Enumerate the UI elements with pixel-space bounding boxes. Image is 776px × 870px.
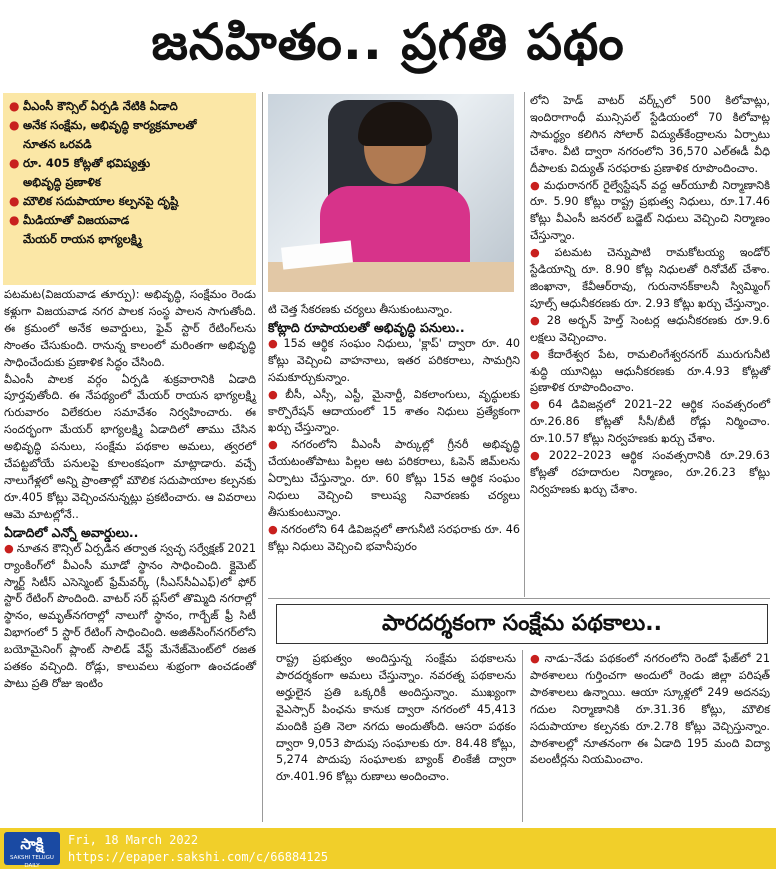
article-paragraph: రాష్ట్ర ప్రభుత్వం అందిస్తున్న సంక్షేమ పథకాలను పారదర్శకంగా అమలు చేస్తున్నాం. నవరత్న పథకాలను అర్హులైన ప్రతి ఒక్కరికీ అందిస్తున్నాం. ముఖ్యంగా వైఎస్సార్ పింఛను కానుక ద్వారా నగరంలో 45,413 మందికి ప్రతి నెలా నగదు అందుతోంది. ఆసరా పథకం ద్వారా 9,053 పొదుపు సంఘాలకు రూ. 84.48 కోట్లు, 5,274 పొదుపు సంఘాలకు బ్యాంక్ లింకేజీ ద్వారా రూ.401.96 కోట్లు రుణాలు అందించాం. [276,652,516,784]
section-title: పారదర్శకంగా సంక్షేమ పథకాలు.. [276,604,768,644]
list-item: ● మధురానగర్ రైల్వేస్టేషన్ వద్ద ఆర్‌యూబీ నిర్మాణానికి రూ. 5.90 కోట్లు రాష్ట్ర ప్రభుత్వ నిధులు, రూ.17.46 కోట్లు వీఎంసీ జనరల్ బడ్జెట్ నిధులు వెచ్చించి నిర్మాణం చేస్తున్నాం. [530,178,771,243]
article-paragraph: లోని హెడ్ వాటర్ వర్క్స్‌లో 500 కిలోవాట్లు, ఇందిరాగాంధీ మున్సిపల్ స్టేడియంలో 70 కిలోవాట్ల సామర్థ్యం కలిగిన సోలార్ విద్యుత్‌కేంద్రాలను ఏర్పాటు చేశాం. వీటి ద్వారా నగరంలోని 36,570 ఎల్ఈడీ వీధి దీపాలకు విద్యుత్ సరఫరాకు ప్రణాళిక రూపొందించాం. [530,94,770,175]
bullet-icon: ● [4,541,14,555]
list-item: ● 64 డివిజన్లలో 2021–22 ఆర్థిక సంవత్సరంలో రూ.26.86 కోట్లతో సీసీ/బీటీ రోడ్లు నిర్మించాం. రూ.10.57 కోట్లు నిర్వహణకు ఖర్చు చేశాం. [530,398,771,446]
bullet-icon: ● [530,347,545,361]
bullet-icon: ● [530,246,552,260]
list-item: ● కేదారేశ్వర పేట, రామలింగేశ్వరనగర్ మురుగునీటి శుద్ధి యూనిట్లు ఆధునీకరణకు రూ.4.93 కోట్లతో ప్రణాళిక రూపొందించాం. [530,347,771,395]
epaper-link[interactable]: https://epaper.sakshi.com/c/66884125 [68,850,329,864]
edition-date: Fri, 18 March 2022 [68,833,199,847]
article-paragraph: టి చెత్త సేకరణకు చర్యలు తీసుకుంటున్నాం. [268,303,453,316]
highlight-item: ● మీడియాతో విజయవాడ [9,211,250,230]
bullet-icon: ● [9,213,20,227]
highlight-item-cont: మేయర్ రాయన భాగ్యలక్ష్మి [23,232,142,246]
bullet-icon: ● [530,178,541,192]
bullet-icon: ● [530,398,546,412]
welfare-left-column [276,651,516,786]
welfare-right-column [530,651,770,769]
mayor-photo [268,94,514,292]
highlight-item: ● రూ. 405 కోట్లతో భవిష్యత్తు [9,154,250,173]
column-divider [524,92,525,597]
bullet-icon: ● [268,438,289,452]
list-item: ● 2022–2023 ఆర్థిక సంవత్సరానికి రూ.29.63 కోట్లతో రహదారుల నిర్మాణం, రూ.26.23 కోట్లు నిర్వహణకు ఖర్చు చేశాం. [530,449,770,496]
bullet-icon: ● [268,336,281,350]
bullet-icon: ● [530,313,544,327]
headline: జనహితం.. ప్రగతి పథం [151,13,625,71]
bullet-icon: ● [268,522,278,536]
right-column [530,93,770,499]
bullet-icon: ● [530,652,542,665]
bullet-icon: ● [9,118,20,132]
section-divider [268,598,770,599]
list-item: ● పటమట చెన్నుపాటి రామకోటయ్య ఇండోర్ స్టేడియాన్ని రూ. 8.90 కోట్ల నిధులతో రినోవేట్ చేశాం. జింఖానా, కేవీఆర్‌రావు, గురునానక్‌కాలనీ స్విమ్మింగ్ పూల్స్ ఆధునీకరణకు రూ. 2.93 కోట్లు ఖర్చు చేస్తున్నాం. [530,246,770,310]
list-item: ● నాడు–నేడు పథకంలో నగరంలోని రెండో ఫేజ్‌లో 21 పాఠశాలలు గుర్తించగా అందులో రెండు జిల్లా పరిషత్ పాఠశాలలు ఉన్నాయి. ఆయా స్కూళ్లలో 249 అదనపు గదుల నిర్మాణానికి రూ.31.36 కోట్లు, మౌలిక సదుపాయాల కల్పనకు రూ.2.78 కోట్లు వెచ్చిస్తున్నాం. పాఠశాలల్లో నూతనంగా ఈ ఏడాది 195 మంది విద్యా వలంటీర్లను నియమించాం. [530,652,771,767]
bullet-icon: ● [268,387,283,401]
highlight-item-cont: అభివృద్ధి ప్రణాళిక [23,175,101,189]
bullet-icon: ● [9,156,20,170]
highlight-item: ● అనేక సంక్షేమ, అభివృద్ధి కార్యక్రమాలతో [9,116,250,135]
highlight-item: ● మౌలిక సదుపాయాల కల్పనపై దృష్టి [9,192,250,211]
sakshi-logo: సాక్షి SAKSHI TELUGU DAILY [4,832,60,865]
column-divider [522,650,523,822]
list-item: ● బీసీ, ఎస్సీ, ఎస్టీ, మైనార్టీ, వికలాంగులు, వృద్ధులకు కార్పొరేషన్ ఆదాయంలో 15 శాతం నిధులు ప్రత్యేకంగా ఖర్చు చేస్తున్నాం. [268,387,520,435]
highlights-box [3,93,256,285]
bullet-icon: ● [9,194,20,208]
list-item: ● నగరంలోని 64 డివిజన్లలో తాగునీటి సరఫరాకు రూ. 46 కోట్లు నిధులు వెచ్చించి భవానీపురం [268,522,521,553]
list-item: ● నగరంలోని వీఎంసీ పార్కుల్లో గ్రీనరీ అభివృద్ధి చేయటంతోపాటు పిల్లల ఆట పరికరాలు, ఓపెన్ జిమ్‌లను ఏర్పాటు చేస్తున్నాం. రూ. 60 కోట్లు 15వ ఆర్థిక సంఘం నిధులు వెచ్చించి కాలుష్య నివారణకు చర్యలు తీసుకుంటున్నాం. [268,438,520,519]
column-divider [262,92,263,822]
list-item: ● 15వ ఆర్థిక సంఘం నిధులు, 'క్లాప్' ద్వారా రూ. 40 కోట్లు వెచ్చించి వాహనాలు, ఇతర పరికరాలు, సామగ్రిని సమకూర్చుకున్నాం. [268,336,520,384]
footer-bar [0,828,776,869]
article-paragraph: పటమట(విజయవాడ తూర్పు): అభివృద్ధి, సంక్షేమం రెండు కళ్లుగా విజయవాడ నగర పాలక సంస్థ పాలన సాగుతోంది. ఈ క్రమంలో అనేక అవార్డులు, ఫైవ్ స్టార్ రేటింగ్‌లను సొంతం చేసుకుంది. రానున్న కాలంలో మరింతగా అభివృద్ధి సాధించేందుకు ప్రణాళిక సిద్ధం చేసింది. [4,288,256,369]
highlight-item: ● వీఎంసీ కౌన్సిల్ ఏర్పడి నేటికి ఏడాది [9,97,250,116]
bullet-icon: ● [9,99,20,113]
article-paragraph: వీఎంసీ పాలక వర్గం ఏర్పడి శుక్రవారానికి ఏడాది పూర్తవుతోంది. ఈ నేపథ్యంలో మేయర్ రాయన భాగ్యలక్ష్మి గురువారం విలేకరుల సమావేశం నిర్వహించారు. ఈ సందర్భంగా మేయర్ భాగ్యలక్ష్మి ఏడాదిలో తాము చేసిన అభివృద్ధి పనులు, సంక్షేమ పథకాల అమలు, త్వరలో చేపట్టబోయే పనులపై కూలంకషంగా మాట్లాడారు. వచ్చే నాలుగేళ్లలో అన్ని ప్రాంతాల్లో మౌలిక సదుపాయాల కల్పనకు రూ.405 కోట్లు వెచ్చించనున్నట్లు ప్రకటించారు. ఆ వివరాలు ఆమె మాటల్లోనే.. [4,372,256,521]
middle-column [268,302,520,556]
subheading: కోట్లాది రూపాయలతో అభివృద్ధి పనులు.. [268,319,465,335]
subheading: ఏడాదిలో ఎన్నో అవార్డులు.. [4,524,139,540]
article-paragraph: ● నూతన కౌన్సిల్ ఏర్పడిన తర్వాత స్వచ్ఛ సర్వేక్షణ్ 2021 ర్యాంకింగ్‌లో వీఎంసీ మూడో స్థానం సాధించింది. క్లైమెట్ స్మార్ట్ సిటీస్ ఎసెస్మెంట్ ఫ్రేమ్‌వర్క్ (సీఎస్‌సీఏఎఫ్)లో ఫోర్ స్టార్ రేటింగ్ పొందింది. వాటర్ సర్ ప్లస్‌లో తొమ్మిది నగరాల్లో స్థానం, అమృత్‌నగరాల్లో నాలుగో స్థానం, గార్బేజ్ ఫ్రీ సిటీ విభాగంలో 5 స్టార్ రేటింగ్ సాధించింది. అజిత్‌సింగ్‌నగర్‌లోని బయోమైనింగ్ ప్లాంట్ సాలిడ్ వేస్ట్ మేనేజ్‌మెంట్‌లో రజత పతకం వచ్చింది. రోడ్లు, కాలువలు శుభ్రంగా ఉంచడంతో పాటు ప్రతి రోజు ఇంటిం [4,541,256,690]
bullet-icon: ● [530,449,546,463]
list-item: ● 28 అర్బన్ హెల్త్ సెంటర్ల ఆధునీకరణకు రూ.9.6 లక్షలు వెచ్చించాం. [530,313,770,344]
highlight-item-cont: నూతన ఒరవడి [23,137,92,151]
left-column [4,287,256,693]
